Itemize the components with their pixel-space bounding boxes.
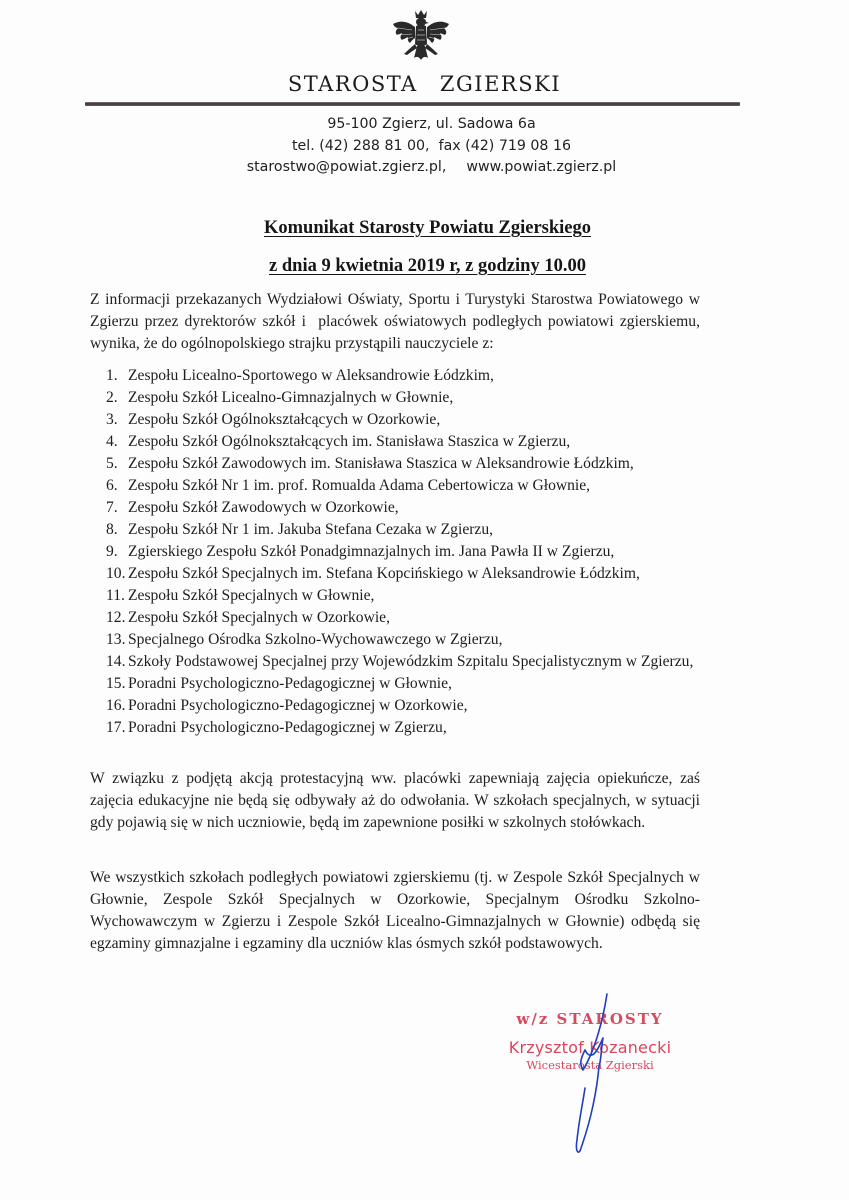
list-number: 12. bbox=[106, 609, 126, 626]
contact-block bbox=[0, 114, 849, 179]
school-name: Zgierskiego Zespołu Szkół Ponadgimnazjalnych im. Jana Pawła II w Zgierzu, bbox=[128, 543, 615, 560]
school-name: Zespołu Szkół Ogólnokształcących w Ozorkowie, bbox=[128, 411, 441, 428]
list-item bbox=[106, 453, 706, 475]
list-number: 9. bbox=[106, 543, 118, 560]
school-name: Poradni Psychologiczno-Pedagogicznej w Ozorkowie, bbox=[128, 697, 468, 714]
header-divider bbox=[85, 102, 740, 106]
school-name: Szkoły Podstawowej Specjalnej przy Wojewódzkim Szpitalu Specjalistycznym w Zgierzu, bbox=[128, 653, 694, 670]
stamp-role: w/z STAROSTY bbox=[516, 1010, 664, 1028]
school-name: Zespołu Licealno-Sportowego w Aleksandrowie Łódzkim, bbox=[128, 367, 494, 384]
school-name: Zespołu Szkół Specjalnych w Ozorkowie, bbox=[128, 609, 391, 626]
exams-paragraph: We wszystkich szkołach podległych powiatowi zgierskiemu (tj. w Zespole Szkół Specjalnych w Głownie, Zespole Szkół Specjalnych w Ozorkowie, Specjalnym Ośrodku Szkolno-Wychowawczym w Zgierzu i Zespole Szkół Licealno-Gimnazjalnych w Głownie) odbędą się egzaminy gimnazjalne i egzaminy dla uczniów klas ósmych szkół podstawowych. bbox=[90, 869, 700, 952]
list-number: 10. bbox=[106, 565, 126, 582]
list-number: 17. bbox=[106, 719, 126, 736]
list-number: 13. bbox=[106, 631, 126, 648]
list-item bbox=[106, 497, 706, 519]
striking-schools-list bbox=[106, 365, 706, 739]
signature-stroke bbox=[576, 994, 607, 1152]
signatory-title: Wicestarosta Zgierski bbox=[526, 1058, 654, 1072]
list-number: 2. bbox=[106, 389, 118, 406]
list-number: 5. bbox=[106, 455, 118, 472]
phone-fax: tel. (42) 288 81 00, fax (42) 719 08 16 bbox=[291, 137, 572, 154]
school-name: Poradni Psychologiczno-Pedagogicznej w Zgierzu, bbox=[128, 719, 447, 736]
school-name: Zespołu Szkół Nr 1 im. Jakuba Stefana Cezaka w Zgierzu, bbox=[128, 521, 494, 538]
school-name: Specjalnego Ośrodka Szkolno-Wychowawczego w Zgierzu, bbox=[128, 631, 503, 648]
document-subtitle: z dnia 9 kwietnia 2019 r, z godziny 10.00 bbox=[269, 256, 586, 276]
address: 95-100 Zgierz, ul. Sadowa 6a bbox=[327, 116, 536, 132]
school-name: Zespołu Szkół Licealno-Gimnazjalnych w Głownie, bbox=[128, 389, 454, 406]
school-name: Zespołu Szkół Nr 1 im. prof. Romualda Adama Cebertowicza w Głownie, bbox=[128, 477, 591, 494]
school-name: Zespołu Szkół Zawodowych w Ozorkowie, bbox=[128, 499, 399, 516]
office-title-word-2: ZGIERSKI bbox=[439, 72, 562, 96]
school-name: Zespołu Szkół Zawodowych im. Stanisława Staszica w Aleksandrowie Łódzkim, bbox=[128, 455, 634, 472]
list-item bbox=[106, 365, 706, 387]
list-number: 15. bbox=[106, 675, 126, 692]
list-number: 1. bbox=[106, 367, 118, 384]
list-item bbox=[106, 651, 706, 673]
list-item bbox=[106, 695, 706, 717]
list-item bbox=[106, 387, 706, 409]
list-item bbox=[106, 607, 706, 629]
handwritten-signature bbox=[545, 990, 645, 1160]
list-number: 7. bbox=[106, 499, 118, 516]
list-number: 16. bbox=[106, 697, 126, 714]
list-number: 11. bbox=[106, 587, 125, 604]
school-name: Poradni Psychologiczno-Pedagogicznej w Głownie, bbox=[128, 675, 452, 692]
email-link[interactable]: starostwo@powiat.zgierz.pl, bbox=[246, 159, 447, 175]
office-title-word-1: STAROSTA bbox=[287, 72, 418, 96]
school-name: Zespołu Szkół Ogólnokształcących im. Stanisława Staszica w Zgierzu, bbox=[128, 433, 571, 450]
list-item bbox=[106, 563, 706, 585]
list-number: 6. bbox=[106, 477, 118, 494]
list-item bbox=[106, 409, 706, 431]
list-item bbox=[106, 475, 706, 497]
list-item bbox=[106, 585, 706, 607]
website-link[interactable]: www.powiat.zgierz.pl bbox=[466, 159, 617, 175]
protest-paragraph: W związku z podjętą akcją protestacyjną ww. placówki zapewniają zajęcia opiekuńcze, zaś zajęcia edukacyjne nie będą się odbywały aż do odwołania. W szkołach specjalnych, w sytuacji gdy pojawią się w nich uczniowie, będą im zapewnione posiłki w szkolnych stołówkach. bbox=[90, 770, 700, 831]
email-website-line bbox=[0, 157, 849, 179]
list-number: 3. bbox=[106, 411, 118, 428]
intro-paragraph: Z informacji przekazanych Wydziałowi Oświaty, Sportu i Turystyki Starostwa Powiatowego w Zgierzu przez dyrektorów szkół i placówek oświatowych podległych powiatowi zgierskiemu, wynika, że do ogólnopolskiego strajku przystąpili nauczyciele z: bbox=[90, 291, 704, 352]
list-number: 8. bbox=[106, 521, 118, 538]
list-number: 14. bbox=[106, 653, 126, 670]
signatory-name: Krzysztof Kozanecki bbox=[508, 1038, 672, 1057]
list-item bbox=[106, 431, 706, 453]
list-item bbox=[106, 717, 706, 739]
school-name: Zespołu Szkół Specjalnych w Głownie, bbox=[128, 587, 375, 604]
office-title bbox=[0, 72, 849, 96]
school-name: Zespołu Szkół Specjalnych im. Stefana Kopcińskiego w Aleksandrowie Łódzkim, bbox=[128, 565, 640, 582]
list-item bbox=[106, 519, 706, 541]
list-item bbox=[106, 673, 706, 695]
polish-eagle-emblem-icon bbox=[390, 8, 452, 66]
list-item bbox=[106, 629, 706, 651]
document-title: Komunikat Starosty Powiatu Zgierskiego bbox=[263, 218, 592, 238]
list-number: 4. bbox=[106, 433, 118, 450]
list-item bbox=[106, 541, 706, 563]
